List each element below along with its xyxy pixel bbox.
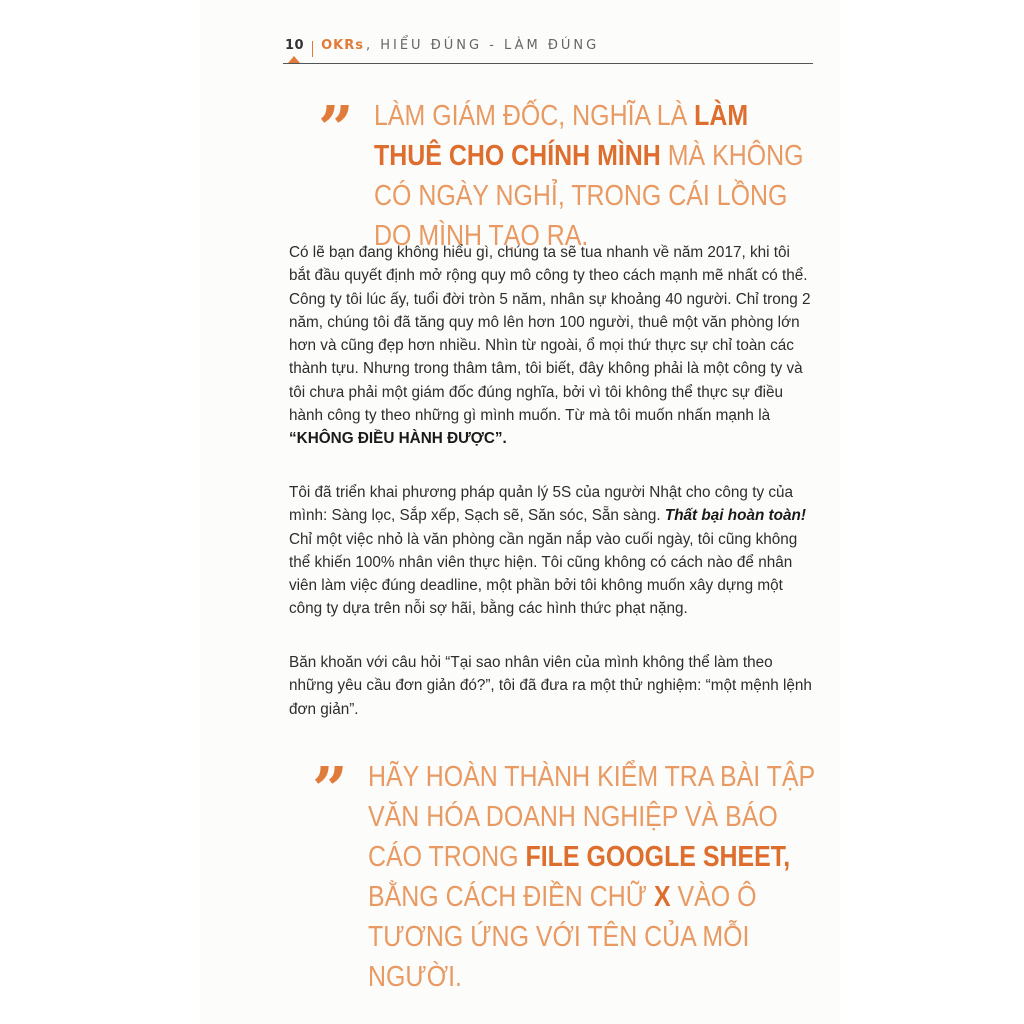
- paragraph-3: [289, 651, 813, 721]
- paragraph-3-text: Băn khoăn với câu hỏi “Tại sao nhân viên của mình không thể làm theo những yêu cầu đơn giản đó?”, tôi đã đưa ra một thử nghiệm: “một mệnh lệnh đơn giản”.: [289, 654, 812, 718]
- header-divider: [312, 41, 313, 57]
- paragraph-2-text-b: Chỉ một việc nhỏ là văn phòng cần ngăn nắp vào cuối ngày, tôi cũng không thể khiến 100% nhân viên thực hiện. Tôi cũng không có cách nào để nhân viên làm việc đúng deadline, một phần bởi tôi không muốn xây dựng một công ty dựa trên nỗi sợ hãi, bằng các hình thức phạt nặng.: [289, 530, 798, 618]
- quote-2-text-b: BẰNG CÁCH ĐIỀN CHỮ: [368, 881, 654, 913]
- header-rule: [283, 63, 813, 64]
- quote-2-emphasis-1: FILE GOOGLE SHEET,: [525, 841, 791, 873]
- header-book-title: , HIỂU ĐÚNG - LÀM ĐÚNG: [365, 38, 600, 53]
- paragraph-1-emphasis: “KHÔNG ĐIỀU HÀNH ĐƯỢC”.: [289, 430, 507, 448]
- pull-quote-2: [368, 757, 815, 997]
- quote-2-text-a: HÃY HOÀN THÀNH KIỂM TRA BÀI TẬP VĂN HÓA DOANH NGHIỆP VÀ BÁO CÁO TRONG: [368, 761, 815, 873]
- quote-2-text-c: VÀO Ô TƯƠNG ỨNG VỚI TÊN CỦA MỖI NGƯỜI.: [368, 881, 757, 993]
- quote-1-text-b: MÀ KHÔNG CÓ NGÀY NGHỈ, TRONG CÁI LỒNG DO MÌNH TẠO RA.: [374, 140, 804, 252]
- paragraph-1: [289, 241, 813, 451]
- quote-mark-icon: ”: [318, 92, 348, 165]
- running-header: [285, 38, 599, 60]
- header-tick-marker: [288, 56, 300, 63]
- quote-mark-icon: ”: [312, 753, 342, 826]
- paragraph-2-emphasis: Thất bại hoàn toàn!: [664, 507, 806, 525]
- page-number: 10: [285, 38, 305, 53]
- paragraph-1-text: Có lẽ bạn đang không hiểu gì, chúng ta sẽ tua nhanh về năm 2017, khi tôi bắt đầu quyết định mở rộng quy mô công ty theo cách mạnh mẽ nhất có thể. Công ty tôi lúc ấy, tuổi đời tròn 5 năm, nhân sự khoảng 40 người. Chỉ trong 2 năm, chúng tôi đã tăng quy mô lên hơn 100 người, thuê một văn phòng lớn hơn và cũng đẹp hơn nhiều. Nhìn từ ngoài, ổ mọi thứ thực sự chỉ toàn các thành tựu. Nhưng trong thâm tâm, tôi biết, đây không phải là một công ty và tôi chưa phải một giám đốc đúng nghĩa, bởi vì tôi không thể thực sự điều hành công ty theo những gì mình muốn. Từ mà tôi muốn nhấn mạnh là: [289, 244, 811, 425]
- pull-quote-1: [374, 96, 813, 256]
- paragraph-2-text-a: Tôi đã triển khai phương pháp quản lý 5S của người Nhật cho công ty của mình: Sàng lọc, Sắp xếp, Sạch sẽ, Săn sóc, Sẵn sàng.: [289, 484, 794, 525]
- quote-2-emphasis-2: X: [653, 881, 671, 913]
- quote-1-text-a: LÀM GIÁM ĐỐC, NGHĨA LÀ: [374, 100, 695, 132]
- paragraph-2: [289, 481, 813, 621]
- header-book-title-accent: OKRs: [321, 38, 364, 53]
- quote-1-emphasis: LÀM THUÊ CHO CHÍNH MÌNH: [374, 100, 749, 172]
